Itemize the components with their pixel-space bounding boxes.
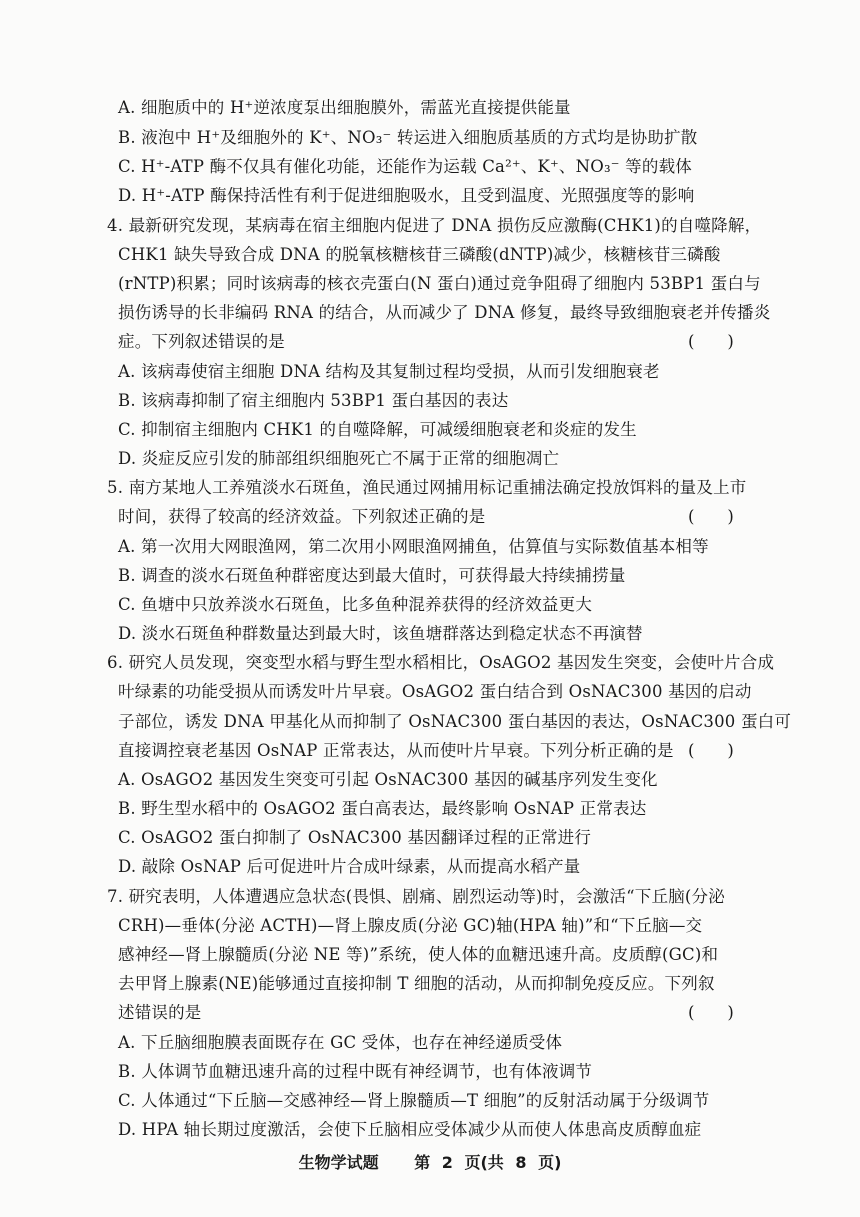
text-line: B. 液泡中 H⁺及细胞外的 K⁺、NO₃⁻ 转运进入细胞质基质的方式均是协助扩散	[118, 128, 698, 147]
text-line: B. 调查的淡水石斑鱼种群密度达到最大值时，可获得最大持续捕捞量	[118, 566, 626, 585]
text-line: A. 下丘脑细胞膜表面既存在 GC 受体，也存在神经递质受体	[118, 1033, 563, 1052]
footer-subject: 生物学试题	[298, 1153, 379, 1172]
text-line: 子部位，诱发 DNA 甲基化从而抑制了 OsNAC300 蛋白基因的表达，OsNAC300 蛋白可	[118, 712, 792, 731]
text-line: D. 淡水石斑鱼种群数量达到最大时，该鱼塘群落达到稳定状态不再演替	[118, 624, 643, 643]
text-line: D. HPA 轴长期过度激活，会使下丘脑相应受体减少从而使人体患高皮质醇血症	[118, 1120, 702, 1139]
text-line: B. 野生型水稻中的 OsAGO2 蛋白高表达，最终影响 OsNAP 正常表达	[118, 799, 647, 818]
answer-bracket: ( )	[688, 741, 734, 760]
text-line: C. 人体通过“下丘脑—交感神经—肾上腺髓质—T 细胞”的反射活动属于分级调节	[118, 1091, 710, 1110]
question-stem-line: 6. 研究人员发现，突变型水稻与野生型水稻相比，OsAGO2 基因发生突变，会使叶片合成	[107, 653, 775, 672]
text-line: 时间，获得了较高的经济效益。下列叙述正确的是	[118, 507, 486, 526]
text-line: B. 该病毒抑制了宿主细胞内 53BP1 蛋白基因的表达	[118, 391, 509, 410]
text-line: A. OsAGO2 基因发生突变可引起 OsNAC300 基因的碱基序列发生变化	[118, 770, 658, 789]
text-line: B. 人体调节血糖迅速升高的过程中既有神经调节，也有体液调节	[118, 1062, 593, 1081]
text-line: 述错误的是	[118, 1003, 202, 1022]
footer-page-number: 第 2 页(共 8 页)	[414, 1153, 562, 1172]
text-line: A. 细胞质中的 H⁺逆浓度泵出细胞膜外，需蓝光直接提供能量	[118, 98, 571, 117]
text-line: 损伤诱导的长非编码 RNA 的结合，从而减少了 DNA 修复，最终导致细胞衰老并传播炎	[118, 303, 771, 322]
text-line: 症。下列叙述错误的是	[118, 332, 285, 351]
answer-bracket: ( )	[688, 507, 734, 526]
page-footer	[0, 1150, 860, 1173]
text-line: D. 炎症反应引发的肺部组织细胞死亡不属于正常的细胞凋亡	[118, 449, 560, 468]
text-line: A. 该病毒使宿主细胞 DNA 结构及其复制过程均受损，从而引发细胞衰老	[118, 362, 660, 381]
text-line: 叶绿素的功能受损从而诱发叶片早衰。OsAGO2 蛋白结合到 OsNAC300 基因的启动	[118, 682, 752, 701]
text-line: 感神经—肾上腺髓质(分泌 NE 等)”系统，使人体的血糖迅速升高。皮质醇(GC)和	[118, 945, 719, 964]
answer-bracket: ( )	[688, 332, 734, 351]
answer-bracket: ( )	[688, 1003, 734, 1022]
text-line: C. 鱼塘中只放养淡水石斑鱼，比多鱼种混养获得的经济效益更大	[118, 595, 593, 614]
question-stem-line: 7. 研究表明，人体遭遇应急状态(畏惧、剧痛、剧烈运动等)时，会激活“下丘脑(分泌	[107, 887, 725, 906]
text-line: D. 敲除 OsNAP 后可促进叶片合成叶绿素，从而提高水稻产量	[118, 857, 581, 876]
text-line: D. H⁺-ATP 酶保持活性有利于促进细胞吸水，且受到温度、光照强度等的影响	[118, 186, 695, 205]
question-stem-line: 5. 南方某地人工养殖淡水石斑鱼，渔民通过网捕用标记重捕法确定投放饵料的量及上市	[107, 478, 747, 497]
question-stem-line: 4. 最新研究发现，某病毒在宿主细胞内促进了 DNA 损伤反应激酶(CHK1)的自噬降解，	[107, 216, 762, 235]
text-line: (rNTP)积累；同时该病毒的核衣壳蛋白(N 蛋白)通过竞争阻碍了细胞内 53BP1 蛋白与	[118, 274, 761, 293]
text-line: 直接调控衰老基因 OsNAP 正常表达，从而使叶片早衰。下列分析正确的是	[118, 741, 674, 760]
text-line: C. 抑制宿主细胞内 CHK1 的自噬降解，可减缓细胞衰老和炎症的发生	[118, 420, 637, 439]
text-line: CHK1 缺失导致合成 DNA 的脱氧核糖核苷三磷酸(dNTP)减少，核糖核苷三磷酸	[118, 245, 721, 264]
text-line: C. OsAGO2 蛋白抑制了 OsNAC300 基因翻译过程的正常进行	[118, 828, 592, 847]
text-line: C. H⁺-ATP 酶不仅具有催化功能，还能作为运载 Ca²⁺、K⁺、NO₃⁻ 等的载体	[118, 157, 692, 176]
text-line: CRH)—垂体(分泌 ACTH)—肾上腺皮质(分泌 GC)轴(HPA 轴)”和“下丘脑—交	[118, 916, 703, 935]
text-line: A. 第一次用大网眼渔网，第二次用小网眼渔网捕鱼，估算值与实际数值基本相等	[118, 537, 709, 556]
text-line: 去甲肾上腺素(NE)能够通过直接抑制 T 细胞的活动，从而抑制免疫反应。下列叙	[118, 974, 715, 993]
